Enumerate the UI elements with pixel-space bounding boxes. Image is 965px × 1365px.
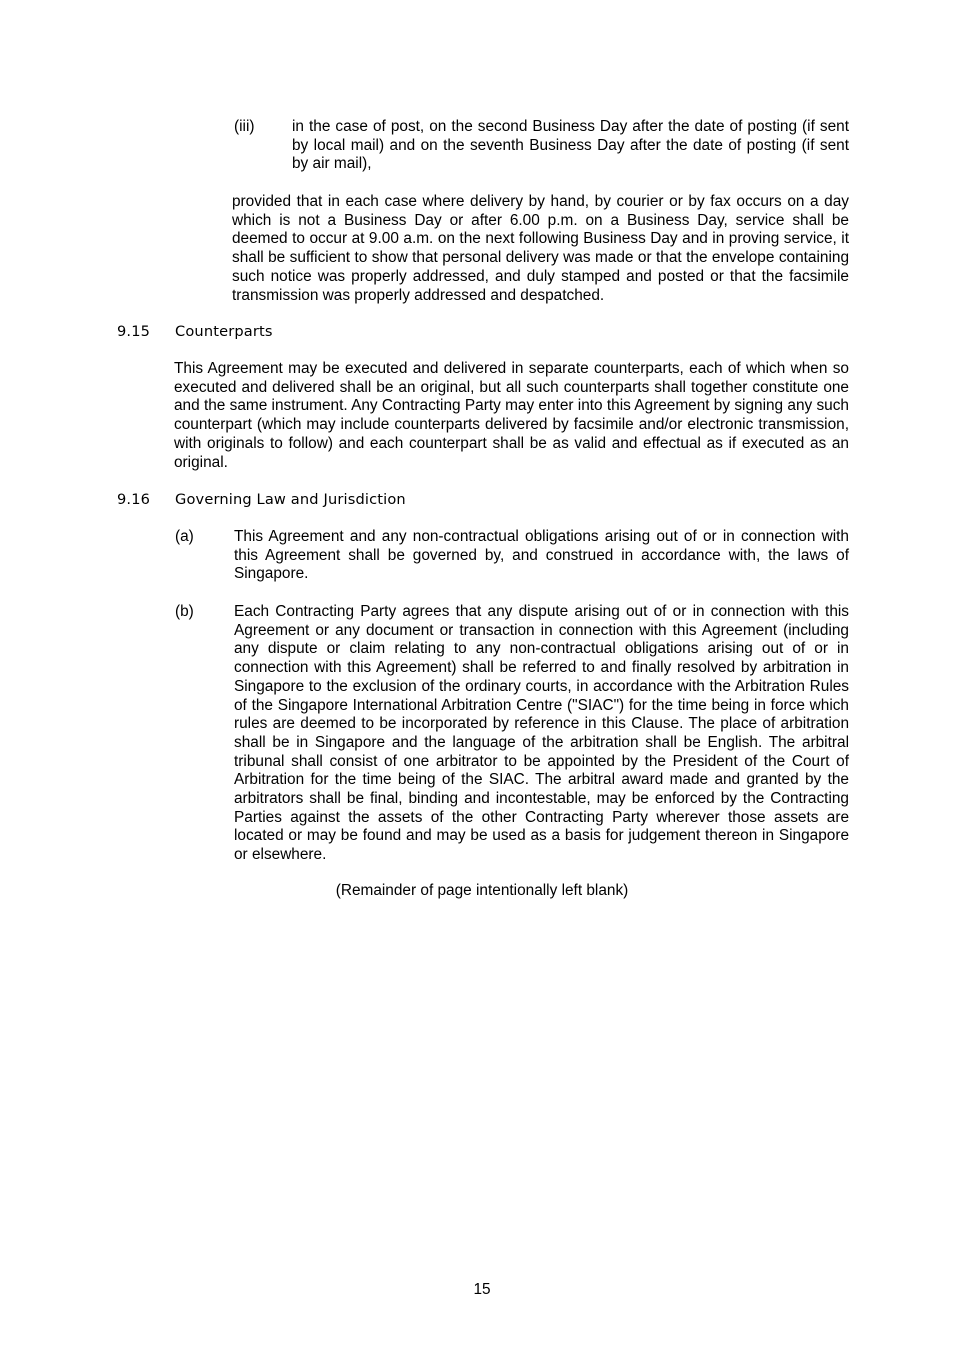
page-number: 15 [473,1281,491,1298]
item-iii-text: in the case of post, on the second Business Day after the date of posting (if sent by local mail) and on the seventh Business Day after the date of posting (if sent by air mail), [292,118,849,173]
item-b-label: (b) [175,603,194,620]
clause-9-15-title: Counterparts [175,323,273,340]
clause-9-15-number: 9.15 [117,323,151,340]
item-iii-label: (iii) [234,118,255,135]
clause-9-15-body: This Agreement may be executed and delivered in separate counterparts, each of which when so executed and delivered shall be an original, but all such counterparts shall together constitute one and the same instrument. Any Contracting Party may enter into this Agreement by signing any such counterpart (which may include counterparts delivered by facsimile and/or electronic transmission, with originals to follow) and each counterpart shall be as valid and effectual as if executed as an original. [174,360,849,471]
clause-9-16-title: Governing Law and Jurisdiction [175,491,406,508]
remainder-note: (Remainder of page intentionally left blank) [335,882,629,899]
clause-9-16-number: 9.16 [117,491,151,508]
item-a-label: (a) [175,528,194,545]
item-a-text: This Agreement and any non-contractual obligations arising out of or in connection with this Agreement shall be governed by, and construed in accordance with, the laws of Singapore. [234,528,849,583]
item-b-text: Each Contracting Party agrees that any dispute arising out of or in connection with this Agreement or any document or transaction in connection with this Agreement (including any dispute or claim relating to any non-contractual obligations arising out of or in connection with this Agreement) shall be referred to and finally resolved by arbitration in Singapore to the exclusion of the ordinary courts, in accordance with the Arbitration Rules of the Singapore International Arbitration Centre ("SIAC") for the time being in force which rules are deemed to be incorporated by reference in this Clause. The place of arbitration shall be in Singapore and the language of the arbitration shall be English. The arbitral tribunal shall consist of one arbitrator to be appointed by the President of the Court of Arbitration for the time being of the SIAC. The arbitral award made and granted by the arbitrators shall be final, binding and incontestable, may be enforced by the Contracting Parties against the assets of the other Contracting Party wherever those assets are located or may be found and may be used as a basis for judgement thereon in Singapore or elsewhere. [234,603,849,864]
proviso-paragraph: provided that in each case where delivery by hand, by courier or by fax occurs on a day which is not a Business Day or after 6.00 p.m. on a Business Day, service shall be deemed to occur at 9.00 a.m. on the next following Business Day and in proving service, it shall be sufficient to show that personal delivery was made or that the envelope containing such notice was properly addressed, and duly stamped and posted or that the facsimile transmission was properly addressed and despatched. [232,193,849,304]
